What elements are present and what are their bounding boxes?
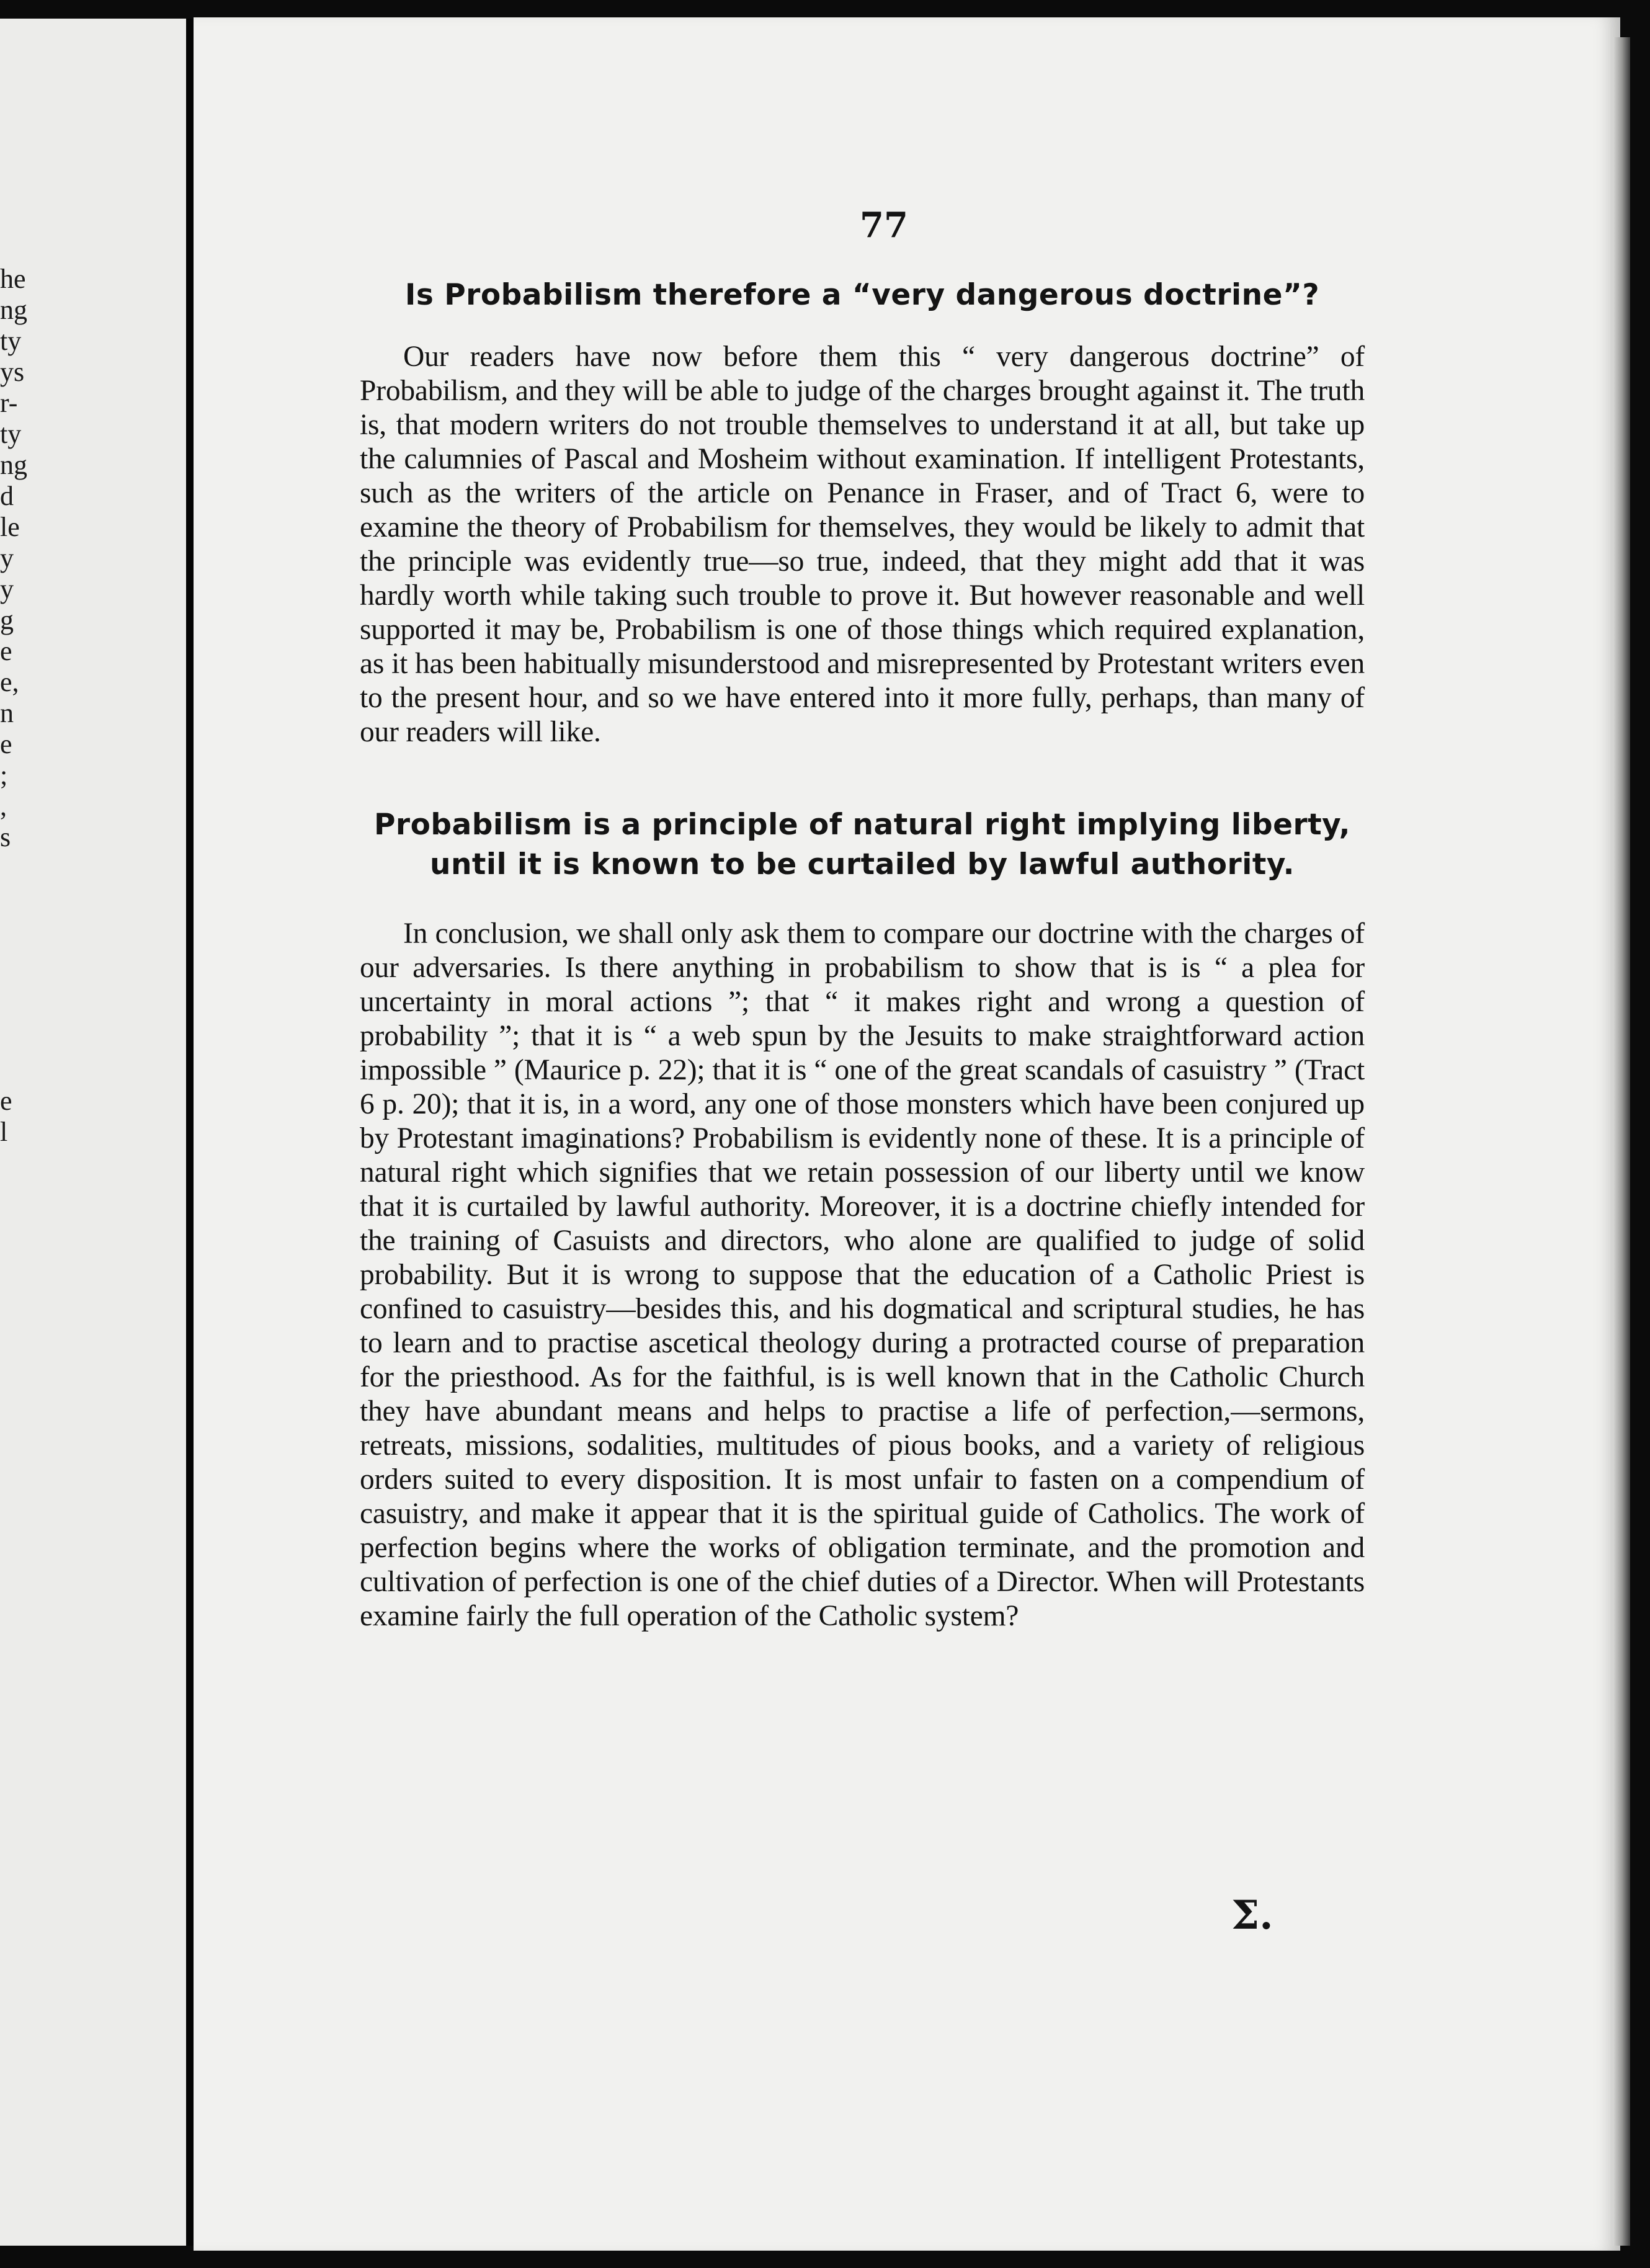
- fragment: ,: [0, 791, 7, 821]
- facing-page-text-fragments: [0, 264, 27, 853]
- page-content: [360, 205, 1365, 1633]
- facing-page-edge: [0, 19, 186, 2246]
- fragment: le: [0, 512, 20, 542]
- fragment: e: [0, 1086, 12, 1116]
- fragment: y: [0, 574, 14, 604]
- fragment: he: [0, 264, 26, 294]
- fragment: d: [0, 481, 14, 511]
- book-gutter: [186, 19, 194, 2246]
- fragment: r-: [0, 388, 18, 418]
- paragraph-1: Our readers have now before them this “ very dangerous doctrine” of Probabilism, and they will be able to judge of the charges brought against it. The truth is, that modern writers do not trouble themselves to understand it at all, but take up the calumnies of Pascal and Mosheim without examination. If intelligent Protestants, such as the writers of the article on Penance in Fraser, and of Tract 6, were to examine the theory of Probabilism for themselves, they would be likely to admit that the principle was evidently true—so true, indeed, that they might add that it was hardly worth while taking such trouble to prove it. But however reasonable and well supported it may be, Probabilism is one of those things which required explanation, as it has been habitually misunderstood and misrepresented by Protestant writers even to the present hour, and so we have entered into it more fully, perhaps, than many of our readers will like.: [360, 341, 1365, 748]
- page-number: 77: [860, 205, 908, 246]
- fragment: l: [0, 1117, 8, 1147]
- fragment: ys: [0, 357, 25, 387]
- fragment: ;: [0, 760, 8, 790]
- section-heading-2: Probabilism is a principle of natural right implying liberty, until it is known to be curtailed by lawful authority.: [373, 808, 1351, 882]
- author-signature: Σ.: [1231, 1892, 1273, 1939]
- fragment: ng: [0, 450, 27, 480]
- fragment: n: [0, 698, 14, 728]
- fragment: ty: [0, 419, 22, 449]
- fragment: g: [0, 605, 14, 635]
- paragraph-2: In conclusion, we shall only ask them to compare our doctrine with the charges of our adversaries. Is there anything in probabilism to show that is is “ a plea for uncertainty in moral actions ”; that “ it makes right and wrong a question of probability ”; that it is “ a web spun by the Jesuits to make straightforward action impossible ” (Maurice p. 22); that it is “ one of the great scandals of casuistry ” (Tract 6 p. 20); that it is, in a word, any one of those monsters which have been conjured up by Protestant imaginations? Probabilism is evidently none of these. It is a principle of natural right which signifies that we retain possession of our liberty until we know that it is curtailed by lawful authority. Moreover, it is a doctrine chiefly intended for the training of Casuists and directors, who alone are qualified to judge of solid probability. But it is wrong to suppose that the education of a Catholic Priest is confined to casuistry—besides this, and his dogmatical and scriptural studies, he has to learn and to practise ascetical theology during a protracted course of preparation for the priesthood. As for the faithful, is is well known that in the Catholic Church they have abundant means and helps to practise a life of perfection,—sermons, retreats, missions, sodalities, multitudes of pious books, and a variety of religious orders suited to every disposition. It is most unfair to fasten on a compendium of casuistry, and make it appear that it is the spiritual guide of Catholics. The work of perfection begins where the works of obligation terminate, and the promotion and cultivation of perfection is one of the chief duties of a Director. When will Protestants examine fairly the full operation of the Catholic system?: [360, 917, 1365, 1632]
- fragment: e: [0, 636, 12, 666]
- fragment: y: [0, 543, 14, 573]
- fragment: e,: [0, 667, 19, 697]
- fragment: s: [0, 822, 11, 852]
- section-heading-1: Is Probabilism therefore a “very dangerous doctrine”?: [404, 278, 1320, 312]
- fragment: ty: [0, 326, 22, 356]
- fragment: ng: [0, 295, 27, 325]
- facing-page-lower-fragments: [0, 1086, 12, 1148]
- fragment: e: [0, 729, 12, 759]
- page-edge-shadow: [1613, 37, 1630, 2246]
